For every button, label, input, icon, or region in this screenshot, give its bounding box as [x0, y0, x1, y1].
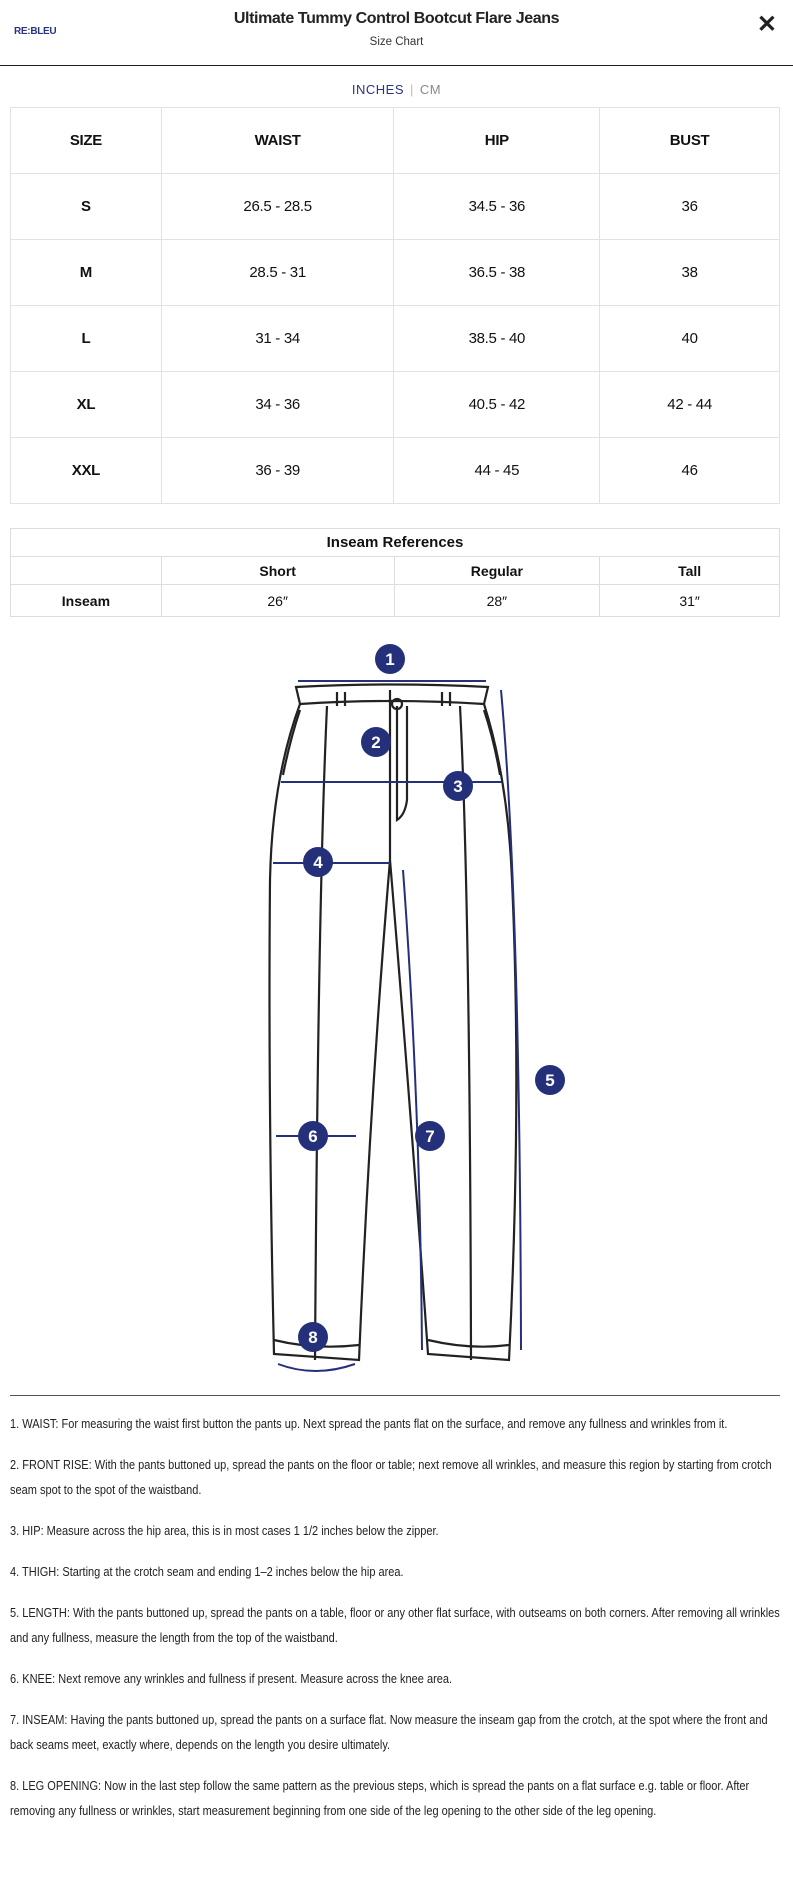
brand-logo: RE:BLEU: [14, 26, 57, 37]
instruction-knee: 6. KNEE: Next remove any wrinkles and fullness if present. Measure across the knee area.: [10, 1672, 453, 1686]
close-icon[interactable]: ✕: [756, 11, 777, 38]
hip-cell: 34.5 - 36: [394, 174, 600, 240]
waist-cell: 28.5 - 31: [161, 240, 394, 306]
instruction-hip: 3. HIP: Measure across the hip area, this is in most cases 1 1/2 inches below the zipper.: [10, 1524, 439, 1538]
inseam-table-title: Inseam References: [11, 529, 780, 557]
waist-cell: 34 - 36: [161, 372, 394, 438]
header-cell: HIP: [394, 108, 600, 174]
modal-header: [0, 0, 793, 66]
svg-text:5: 5: [545, 1071, 555, 1090]
inseam-short: 26″: [161, 585, 394, 617]
marker-2: [361, 727, 391, 757]
table-header-row: [11, 108, 780, 174]
marker-5: [535, 1065, 565, 1095]
table-row: [11, 174, 780, 240]
bust-cell: 40: [600, 306, 780, 372]
hip-cell: 36.5 - 38: [394, 240, 600, 306]
measurement-markers: [298, 644, 565, 1352]
hip-cell: 40.5 - 42: [394, 372, 600, 438]
waist-cell: 31 - 34: [161, 306, 394, 372]
unit-cm-tab[interactable]: CM: [419, 82, 442, 97]
header-cell: BUST: [600, 108, 780, 174]
svg-text:6: 6: [308, 1127, 318, 1146]
instruction-waist: 1. WAIST: For measuring the waist first button the pants up. Next spread the pants flat on the surface, and remove any fullness and wrinkles from it.: [10, 1417, 728, 1431]
header-cell: Regular: [394, 557, 600, 585]
header-cell: Tall: [600, 557, 780, 585]
waist-cell: 36 - 39: [161, 438, 394, 504]
marker-6: [298, 1121, 328, 1151]
table-row: [11, 438, 780, 504]
row-label: Inseam: [11, 585, 162, 617]
inseam-tall: 31″: [600, 585, 780, 617]
instruction-leg-opening: 8. LEG OPENING: Now in the last step follow the same pattern as the previous steps, which is spread the pants on a flat surface e.g. table or floor. After removing any fullness or wrinkles, start measurement beginning from one side of the leg opening to the other side of the leg opening.: [10, 1779, 750, 1818]
marker-1: [375, 644, 405, 674]
svg-text:1: 1: [385, 650, 395, 669]
inseam-regular: 28″: [394, 585, 600, 617]
marker-3: [443, 771, 473, 801]
hip-cell: 38.5 - 40: [394, 306, 600, 372]
modal-subtitle: Size Chart: [369, 36, 424, 48]
size-cell: S: [11, 174, 162, 240]
table-row: [11, 306, 780, 372]
marker-4: [303, 847, 333, 877]
unit-inches-tab[interactable]: INCHES: [351, 82, 404, 97]
marker-7: [415, 1121, 445, 1151]
header-cell: Short: [161, 557, 394, 585]
svg-text:2: 2: [371, 733, 381, 752]
divider: [10, 1395, 780, 1396]
table-header-row: [11, 557, 780, 585]
instruction-inseam: 7. INSEAM: Having the pants buttoned up, spread the pants on a surface flat. Now measure the inseam gap from the crotch, at the spot where the front and back seams meet, exactly where, depends on the length you desire ultimately.: [10, 1713, 768, 1752]
product-title: Ultimate Tummy Control Bootcut Flare Jeans: [233, 10, 560, 27]
size-cell: XL: [11, 372, 162, 438]
svg-text:7: 7: [425, 1127, 435, 1146]
header-cell: WAIST: [161, 108, 394, 174]
pants-outline: [270, 685, 517, 1361]
svg-text:8: 8: [308, 1328, 318, 1347]
instruction-length: 5. LENGTH: With the pants buttoned up, spread the pants on a table, floor or any other flat surface, with outseams on both corners. After removing all wrinkles and any fullness, measure the length from the top of the waistband.: [10, 1606, 780, 1645]
size-cell: M: [11, 240, 162, 306]
size-cell: XXL: [11, 438, 162, 504]
hip-cell: 44 - 45: [394, 438, 600, 504]
marker-8: [298, 1322, 328, 1352]
measurement-instructions: [10, 1412, 780, 1840]
bust-cell: 46: [600, 438, 780, 504]
table-row: [11, 585, 780, 617]
pants-measurement-diagram: [0, 630, 793, 1390]
unit-toggle: [0, 82, 793, 97]
bust-cell: 38: [600, 240, 780, 306]
inseam-table: [10, 528, 780, 617]
waist-cell: 26.5 - 28.5: [161, 174, 394, 240]
bust-cell: 36: [600, 174, 780, 240]
header-cell: [11, 557, 162, 585]
bust-cell: 42 - 44: [600, 372, 780, 438]
instruction-front-rise: 2. FRONT RISE: With the pants buttoned up, spread the pants on the floor or table; next remove all wrinkles, and measure this region by starting from crotch seam spot to the spot of the waistband.: [10, 1458, 772, 1497]
size-cell: L: [11, 306, 162, 372]
header-cell: SIZE: [11, 108, 162, 174]
svg-text:3: 3: [453, 777, 463, 796]
svg-text:4: 4: [313, 853, 323, 872]
size-table: [10, 107, 780, 504]
unit-separator: |: [410, 82, 414, 97]
instruction-thigh: 4. THIGH: Starting at the crotch seam and ending 1–2 inches below the hip area.: [10, 1565, 404, 1579]
table-row: [11, 240, 780, 306]
table-row: [11, 372, 780, 438]
